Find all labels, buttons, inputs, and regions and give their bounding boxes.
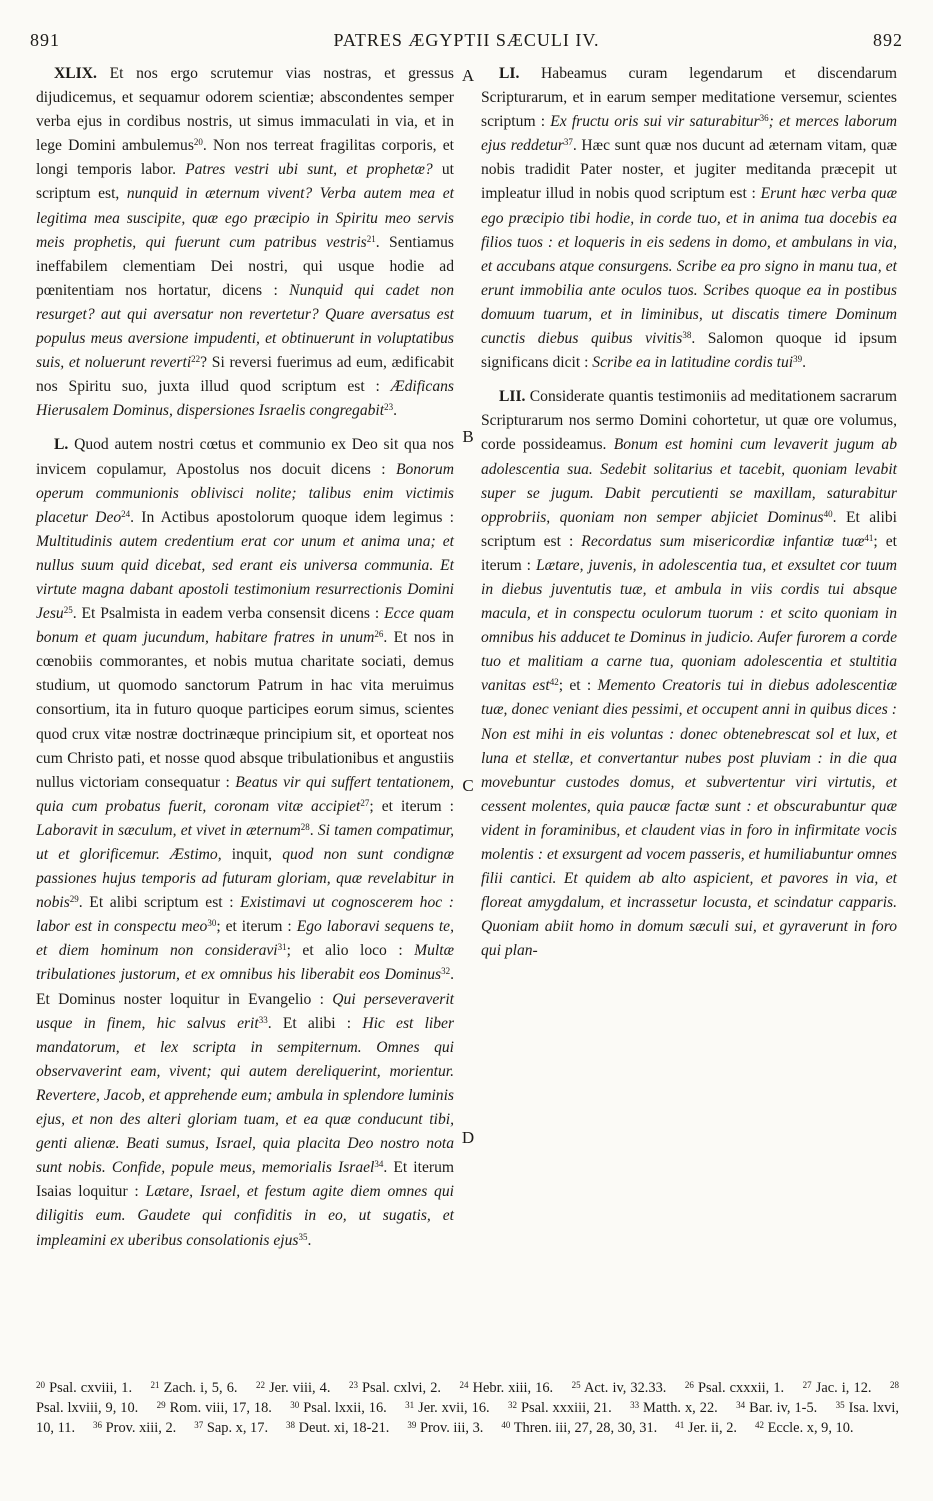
footnote-citation: Jac. i, 12. <box>811 1380 872 1396</box>
footnote-ref: 30 <box>207 918 217 929</box>
quotation: Nunquid qui cadet non resurget? aut qui aversatur non revertetur? Quare aversatus est populus meus aversione impudenti, et obtinuerunt in voluptatibus suis, et noluerunt reverti <box>36 281 454 372</box>
footnote-number: 33 <box>630 1400 640 1410</box>
footnote-item <box>630 1400 718 1416</box>
footnote-citation: Jer. viii, 4. <box>264 1380 331 1396</box>
footnotes <box>36 1378 899 1438</box>
footnote-ref: 32 <box>441 966 451 977</box>
quotation: Lætare, juvenis, in adolescentia tua, et exsultet cor tuum in diebus juventutis tuæ, et ambula in viis cordis tui absque macula, et in conspectu oculorum tuorum : et scito quoniam in omnibus his adducet te Dominus in judicio. Aufer furorem a corde tuo et malitiam a carne tua, quoniam adolescentia et stultitia vanitas est <box>481 556 897 695</box>
section-number: LI. <box>499 65 520 82</box>
footnote-ref: 26 <box>374 629 384 640</box>
footnote-citation: Psal. cxxxii, 1. <box>693 1380 785 1396</box>
footnote-citation: Psal. lxviii, 9, 10. <box>36 1400 139 1416</box>
margin-marker-b: B <box>462 427 474 446</box>
footnote-ref: 21 <box>366 233 376 244</box>
footnote-number: 30 <box>290 1400 300 1410</box>
footnote-number: 28 <box>890 1380 899 1390</box>
text-run: . Et Dominus noster loquitur in Evangelio : <box>36 966 454 1008</box>
footnote-number: 35 <box>835 1400 845 1410</box>
footnote-item <box>93 1420 176 1436</box>
footnote-ref: 41 <box>864 532 874 543</box>
paragraph-xlix <box>36 62 454 423</box>
footnote-citation: Eccle. x, 9, 10. <box>764 1420 854 1436</box>
footnote-ref: 37 <box>563 137 573 148</box>
footnote-ref: 28 <box>300 821 310 832</box>
footnote-number: 39 <box>407 1420 417 1430</box>
footnote-item <box>508 1400 612 1416</box>
text-run: inquit, <box>221 846 273 863</box>
footnote-citation: Psal. cxlvi, 2. <box>357 1380 442 1396</box>
footnote-citation: Act. iv, 32.33. <box>580 1380 667 1396</box>
text-run: . <box>309 821 314 839</box>
text-run: . <box>802 354 807 372</box>
footnote-number: 27 <box>802 1380 812 1390</box>
text-run: . Et nos in cœnobiis commorantes, et nobis mutua charitate sociati, demus studium, ut quomodo sanctorum Patrum in hac vita meruimus consortium, ita in futuro quoque participes eorum simus, scientes quod crux vitæ nostræ doctrinæque principium sit, et oporteat nos cum Christo pati, et nosse quod absque tribulationibus et angustiis nullus victoriam consequatur : <box>36 629 454 791</box>
footnote-ref: 31 <box>277 942 287 953</box>
quotation: Scribe ea in latitudine cordis tui <box>588 354 794 372</box>
text-run: Habeamus curam legendarum et discendarum Scripturarum, et in earum semper meditatione versemur, scientes scriptum : <box>481 65 897 131</box>
quotation: Laboravit in sæculum, et vivet in æternum <box>36 821 301 839</box>
quotation: Beatus vir qui suffert tentationem, quia cum probatus fuerit, coronam vitæ accipiet <box>36 773 454 815</box>
footnote-citation: Isa. lxvi, 10, 11. <box>36 1400 899 1436</box>
text-run: . Et alibi scriptum est : <box>78 894 234 912</box>
text-run: Quod autem nostri cœtus et communio ex Deo sit qua nos invicem copulamur, Apostolus nos docuit dicens : <box>36 436 454 478</box>
footnote-ref: 20 <box>193 137 203 148</box>
paragraph-l <box>36 433 454 1252</box>
footnote-ref: 24 <box>121 508 131 519</box>
text-run: . Salomon quoque id ipsum significans dicit : <box>481 330 897 372</box>
text-run: . In Actibus apostolorum quoque idem legimus : <box>130 508 454 526</box>
footnote-number: 29 <box>156 1400 166 1410</box>
quotation: nunquid in æternum vivent? Verba autem mea et legitima mea suscipite, quæ ego præcipio in Spiritu meo servis meis prophetis, qui fuerunt cum patribus vestris <box>36 185 454 251</box>
text-run: . Sentiamus ineffabilem clementiam Dei nostri, qui usque hodie ad pœnitentiam nos hortatur, dicens : <box>36 233 454 299</box>
text-run: ? Si reversi fuerimus ad eum, ædificabit nos Spiritu suo, juxta illud quod scriptum est : <box>36 354 454 396</box>
footnote-number: 24 <box>459 1380 469 1390</box>
footnote-ref: 25 <box>63 605 73 616</box>
footnote-citation: Matth. x, 22. <box>639 1400 718 1416</box>
right-column <box>481 62 897 973</box>
quotation: Ædificans Hierusalem Dominus, dispersiones Israelis congregabit <box>36 378 454 420</box>
footnote-citation: Psal. lxxii, 16. <box>299 1400 387 1416</box>
footnote-number: 37 <box>194 1420 204 1430</box>
quotation: quod non sunt condignæ passiones hujus temporis ad futuram gloriam, quæ revelabitur in nobis <box>36 846 455 912</box>
footnote-number: 25 <box>571 1380 581 1390</box>
footnote-number: 26 <box>684 1380 694 1390</box>
quotation: ; et merces laborum ejus reddetur <box>481 113 897 155</box>
text-run: . <box>393 402 398 420</box>
footnote-number: 32 <box>508 1400 517 1410</box>
footnote-item <box>501 1420 657 1436</box>
paragraph-lii <box>481 385 897 963</box>
text-run: ut scriptum est, <box>36 161 454 203</box>
quotation: Ego laboravi sequens te, et diem hominum non consideravi <box>36 918 454 960</box>
margin-marker-a: A <box>461 66 475 85</box>
footnote-item <box>460 1380 554 1396</box>
footnote-item <box>405 1400 489 1416</box>
quotation: Erunt hæc verba quæ ego præcipio tibi hodie, in corde tuo, et in anima tua docebis ea filios tuos : et loqueris in eis sedens in domo, et ambulans in via, et accubans atque consurgens. Scribe ea pro signo in manu tua, et erunt immobilia ante oculos tuos. Scribes quoque ea in postibus domuum tuarum, et in liminibus, ut discatis timere Dominum cunctis diebus quibus vivitis <box>481 185 897 348</box>
footnote-item <box>675 1420 737 1436</box>
quotation: Multæ tribulationes justorum, et ex omnibus his liberabit eos Dominus <box>36 942 454 984</box>
quotation: Lætare, Israel, et festum agite diem omnes qui diligitis eum. Gaudete qui confiditis in eo, ut sugatis, et impleamini ex uberibus consolationis ejus <box>36 1183 454 1249</box>
footnote-item <box>755 1420 854 1436</box>
footnote-ref: 23 <box>384 402 394 413</box>
footnote-citation: Thren. iii, 27, 28, 30, 31. <box>510 1420 658 1436</box>
text-run: . Non nos terreat fragilitas corporis, et longi temporis labor. <box>36 137 455 179</box>
running-header <box>30 30 903 56</box>
section-number: LII. <box>499 388 526 406</box>
footnote-ref: 22 <box>191 354 201 365</box>
footnote-number: 34 <box>736 1400 746 1410</box>
footnote-ref: 29 <box>69 894 79 905</box>
quotation: Ecce quam bonum et quam jucundum, habitare fratres in unum <box>36 605 454 647</box>
page-number-right: 892 <box>873 30 903 50</box>
text-run: Et nos ergo scrutemur vias nostras, et gressus dijudicemus, et sequamur odorem scientiæ; abscondentes semper verba ejus in cordibus nostris, ut simus immaculati in via, et in lege Domini ambulemus <box>36 65 454 155</box>
footnote-number: 40 <box>501 1420 511 1430</box>
quotation: Hic est liber mandatorum, et lex scripta in sempiternum. Omnes qui observaverint eam, vivent; qui autem dereliquerint, morientur. Revertere, Jacob, et apprehende eum; ambula in splendore luminis ejus, et non des alteri gloriam tuam, et ea quæ conducunt tibi, genti alienæ. Beati sumus, Israel, quia placita Deo nostro nota sunt nobis. Confide, popule meus, memorialis Israel <box>36 1014 455 1177</box>
quotation: Bonorum operum communionis oblivisci nolite; talibus enim victimis placetur Deo <box>36 460 454 526</box>
paragraph-li <box>481 62 897 375</box>
margin-marker-c: C <box>462 776 474 795</box>
footnote-item <box>803 1380 872 1396</box>
footnote-number: 42 <box>755 1420 765 1430</box>
quotation: Bonum est homini cum levaverit jugum ab adolescentia sua. Sedebit solitarius et tacebit, quoniam levabit super se jugum. Dabit percutienti se maxillam, saturabitur opprobriis, quoniam non semper abjiciet Dominus <box>481 436 898 526</box>
quotation: Memento Creatoris tui in diebus adolescentiæ tuæ, donec veniant dies pessimi, et occupent anni in quibus dices : Non est mihi in eis voluntas : donec obtenebrescat sol et lux, et luna et stellæ, et convertantur nubes post pluviam : in die qua movebuntur custodes domus, et subvertentur viri virtutis, et cessent molentes, quia paucæ factæ sunt : et obscurabuntur quæ vident in foraminibus, et claudent vias in foro in infirmitate vocis molentis : et exsurgent ad vocem passeris, et humiliabuntur omnes filii cantici. Et quidem ab alto aspicient, et pavores in via, et floreat amygdalum, et incrassetur locusta, et scindatur capparis. Quoniam abiit homo in domum sæculi sui, et gyraverunt in foro qui plan- <box>481 677 897 960</box>
footnote-number: 41 <box>675 1420 685 1430</box>
footnote-ref: 34 <box>374 1159 384 1170</box>
text-run: . Hæc sunt quæ nos ducunt ad æternam vitam, quæ nobis tradidit Pater noster, et jugiter meditanda præcepit ut impleatur illud in nobis quod scriptum est : <box>481 137 897 203</box>
quotation: Qui perseveraverit usque in finem, hic salvus erit <box>36 990 455 1032</box>
footnote-number: 20 <box>36 1380 45 1390</box>
footnote-ref: 39 <box>793 354 803 365</box>
footnote-item <box>736 1400 817 1416</box>
text-run: . Et Psalmista in eadem verba consensit dicens : <box>72 605 380 623</box>
footnote-citation: Jer. ii, 2. <box>684 1420 738 1436</box>
footnote-citation: Deut. xi, 18-21. <box>295 1420 390 1436</box>
footnote-citation: Bar. iv, 1-5. <box>745 1400 818 1416</box>
footnote-item <box>685 1380 784 1396</box>
footnote-citation: Psal. cxviii, 1. <box>45 1380 133 1396</box>
footnote-item <box>157 1400 272 1416</box>
text-run: . Et iterum Isaias loquitur : <box>36 1159 454 1201</box>
footnote-citation: Prov. xiii, 2. <box>102 1420 177 1436</box>
footnote-number: 23 <box>348 1380 358 1390</box>
text-run: ; et iterum : <box>369 797 454 815</box>
footnote-citation: Psal. xxxiii, 21. <box>517 1400 612 1416</box>
text-run: ; et iterum : <box>481 532 897 574</box>
footnote-item <box>286 1420 389 1436</box>
footnote-citation: Hebr. xiii, 16. <box>468 1380 554 1396</box>
text-run: ; et : <box>558 677 592 695</box>
footnote-citation: Jer. xvii, 16. <box>414 1400 490 1416</box>
footnote-ref: 27 <box>360 797 370 808</box>
footnote-number: 22 <box>255 1380 265 1390</box>
footnote-ref: 38 <box>682 330 692 341</box>
footnote-number: 36 <box>93 1420 103 1430</box>
footnote-item <box>407 1420 483 1436</box>
footnote-item <box>36 1380 132 1396</box>
running-title: PATRES ÆGYPTII SÆCULI IV. <box>333 30 600 50</box>
footnote-ref: 33 <box>258 1014 268 1025</box>
footnote-item <box>572 1380 667 1396</box>
footnote-citation: Zach. i, 5, 6. <box>159 1380 238 1396</box>
footnote-number: 21 <box>150 1380 160 1390</box>
footnote-ref: 40 <box>823 508 833 519</box>
margin-marker-d: D <box>461 1128 475 1147</box>
section-number: XLIX. <box>54 65 97 82</box>
footnote-number: 31 <box>405 1400 415 1410</box>
footnote-item <box>256 1380 330 1396</box>
quotation: Si tamen compatimur, ut et glorificemur. Æstimo, <box>36 821 454 863</box>
footnote-item <box>290 1400 386 1416</box>
text-run: . Et alibi scriptum est : <box>481 508 897 550</box>
footnote-item <box>151 1380 238 1396</box>
quotation: Multitudinis autem credentium erat cor unum et anima una; et nullus suum quid dicebat, sed erant eis universa communia. Et virtute magna dabant apostoli testimonium resurrectionis Domini Jesu <box>36 532 454 623</box>
quotation: Existimavi ut cognoscerem hoc : labor est in conspectu meo <box>36 894 454 936</box>
section-number: L. <box>54 436 69 454</box>
footnote-number: 38 <box>286 1420 296 1430</box>
quotation: Ex fructu oris sui vir saturabitur <box>545 113 760 131</box>
footnote-ref: 36 <box>759 113 769 124</box>
quotation: Recordatus sum misericordiæ infantiæ tuæ <box>573 532 865 550</box>
text-run: . <box>307 1231 312 1249</box>
text-run: ; et iterum : <box>216 918 292 936</box>
footnote-citation: Prov. iii, 3. <box>416 1420 484 1436</box>
footnote-item <box>349 1380 441 1396</box>
left-column <box>36 62 454 1263</box>
footnote-citation: Rom. viii, 17, 18. <box>165 1400 272 1416</box>
footnote-item <box>194 1420 268 1436</box>
quotation: Patres vestri ubi sunt, et prophetæ? <box>175 161 433 179</box>
text-run: ; et alio loco : <box>286 942 403 960</box>
page-number-left: 891 <box>30 30 60 50</box>
text-run: Considerate quantis testimoniis ad meditationem sacrarum Scripturarum nos sermo Domini cohortetur, ut quæ ore volumus, corde possideamus. <box>481 388 897 454</box>
footnote-citation: Sap. x, 17. <box>203 1420 269 1436</box>
footnote-ref: 35 <box>298 1231 308 1242</box>
text-run: . Et alibi : <box>267 1014 352 1032</box>
footnote-ref: 42 <box>549 677 559 688</box>
